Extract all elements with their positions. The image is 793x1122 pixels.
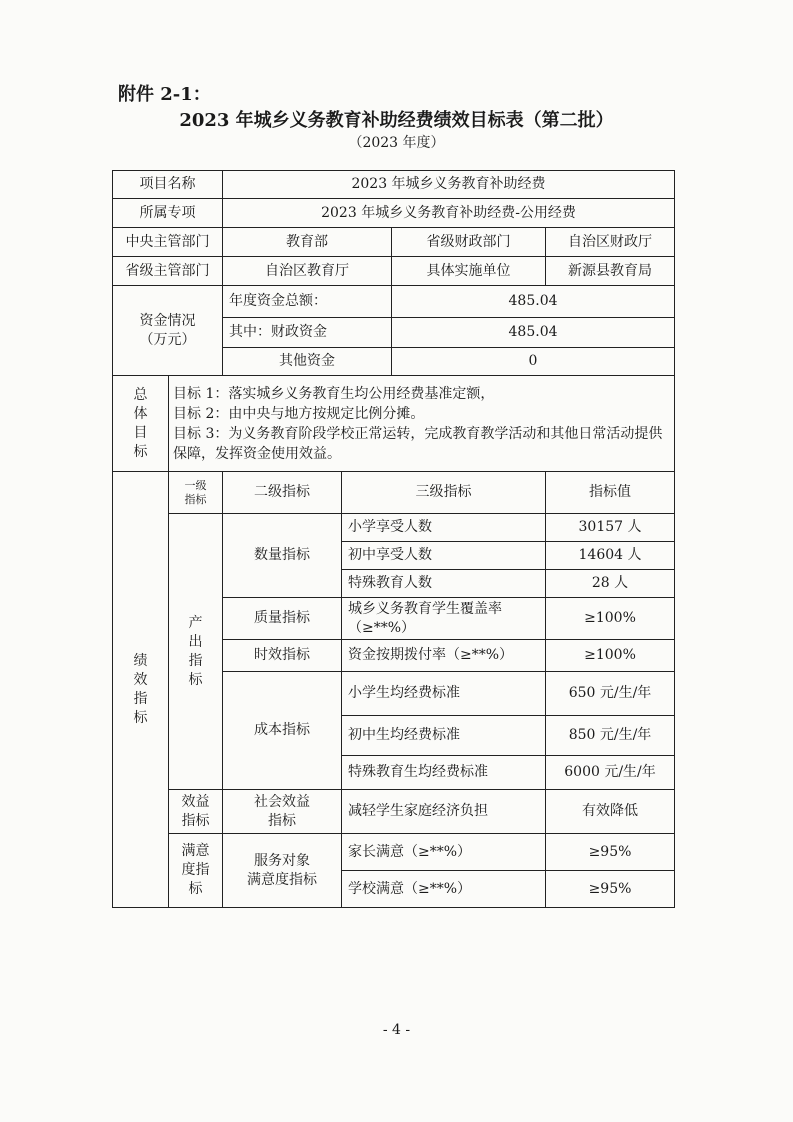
- value-head: 指标值: [546, 472, 675, 514]
- quantity-name: 小学享受人数: [342, 514, 546, 542]
- project-name-value: 2023 年城乡义务教育补助经费: [223, 171, 675, 199]
- impl-value: 新源县教育局: [546, 257, 675, 286]
- quantity-value: 30157 人: [546, 514, 675, 542]
- cost-name: 小学生均经费标准: [342, 672, 546, 716]
- quantity-label: 数量指标: [223, 514, 342, 598]
- funds-other-value: 0: [392, 348, 675, 376]
- satisfaction-label: 满意 度指 标: [169, 834, 223, 908]
- funds-label: 资金情况 （万元）: [113, 286, 223, 376]
- level3-head: 三级指标: [342, 472, 546, 514]
- row-special: [113, 199, 675, 228]
- quality-label: 质量指标: [223, 598, 342, 640]
- goal-item: 目标 1：落实城乡义务教育生均公用经费基准定额，: [173, 385, 495, 402]
- row-goals: [113, 376, 675, 472]
- quantity-value: 28 人: [546, 570, 675, 598]
- social-name: 减轻学生家庭经济负担: [342, 790, 546, 834]
- cost-label: 成本指标: [223, 672, 342, 790]
- central-dept-label: 中央主管部门: [113, 228, 223, 257]
- cost-name: 特殊教育生均经费标准: [342, 756, 546, 790]
- page-subtitle: （2023 年度）: [348, 135, 445, 151]
- time-label: 时效指标: [223, 640, 342, 672]
- level1-head: 一级 指标: [169, 472, 223, 514]
- quantity-name: 初中享受人数: [342, 542, 546, 570]
- funds-fiscal-label: 其中：财政资金: [223, 318, 392, 348]
- performance-table: [112, 170, 675, 908]
- quantity-value: 14604 人: [546, 542, 675, 570]
- cost-value: 650 元/生/年: [546, 672, 675, 716]
- cost-value: 6000 元/生/年: [546, 756, 675, 790]
- cost-name: 初中生均经费标准: [342, 716, 546, 756]
- goal-item: 目标 3：为义务教育阶段学校正常运转，完成教育教学活动和其他日常活动提供保障，发挥资金使用效益。: [173, 425, 663, 462]
- time-name: 资金按期拨付率（≥**%）: [342, 640, 546, 672]
- quality-value: ≥100%: [546, 598, 675, 640]
- goals-label: 总 体 目 标: [113, 376, 169, 472]
- table-row: [113, 790, 675, 834]
- social-value: 有效降低: [546, 790, 675, 834]
- satisfaction-value: ≥95%: [546, 871, 675, 908]
- social-label: 社会效益 指标: [223, 790, 342, 834]
- prov-dept-value: 自治区教育厅: [223, 257, 392, 286]
- level2-head: 二级指标: [223, 472, 342, 514]
- attachment-label: 附件 2-1：: [118, 84, 211, 105]
- project-name-label: 项目名称: [113, 171, 223, 199]
- central-dept-value: 教育部: [223, 228, 392, 257]
- page-title: 2023 年城乡义务教育补助经费绩效目标表（第二批）: [179, 110, 614, 131]
- goals-content: [169, 376, 675, 472]
- row-prov-dept: [113, 257, 675, 286]
- page-number: - 4 -: [382, 1022, 411, 1038]
- satisfaction-name: 学校满意（≥**%）: [342, 871, 546, 908]
- benefit-label: 效益 指标: [169, 790, 223, 834]
- impl-label: 具体实施单位: [392, 257, 546, 286]
- output-label: 产 出 指 标: [169, 514, 223, 790]
- funds-fiscal-value: 485.04: [392, 318, 675, 348]
- indicators-label: 绩 效 指 标: [113, 472, 169, 908]
- funds-other-label: 其他资金: [223, 348, 392, 376]
- row-indicator-head: [113, 472, 675, 514]
- satisfaction-value: ≥95%: [546, 834, 675, 871]
- table-row: [113, 834, 675, 871]
- goal-item: 目标 2：由中央与地方按规定比例分摊。: [173, 405, 425, 422]
- cost-value: 850 元/生/年: [546, 716, 675, 756]
- prov-fin-value: 自治区财政厅: [546, 228, 675, 257]
- time-value: ≥100%: [546, 640, 675, 672]
- prov-dept-label: 省级主管部门: [113, 257, 223, 286]
- prov-fin-label: 省级财政部门: [392, 228, 546, 257]
- funds-total-value: 485.04: [392, 286, 675, 318]
- row-project-name: [113, 171, 675, 199]
- row-funds-total: [113, 286, 675, 318]
- quality-name: 城乡义务教育学生覆盖率（≥**%）: [342, 598, 546, 640]
- quantity-name: 特殊教育人数: [342, 570, 546, 598]
- service-label: 服务对象 满意度指标: [223, 834, 342, 908]
- funds-total-label: 年度资金总额：: [223, 286, 392, 318]
- row-central-dept: [113, 228, 675, 257]
- special-value: 2023 年城乡义务教育补助经费-公用经费: [223, 199, 675, 228]
- special-label: 所属专项: [113, 199, 223, 228]
- table-row: [113, 514, 675, 542]
- satisfaction-name: 家长满意（≥**%）: [342, 834, 546, 871]
